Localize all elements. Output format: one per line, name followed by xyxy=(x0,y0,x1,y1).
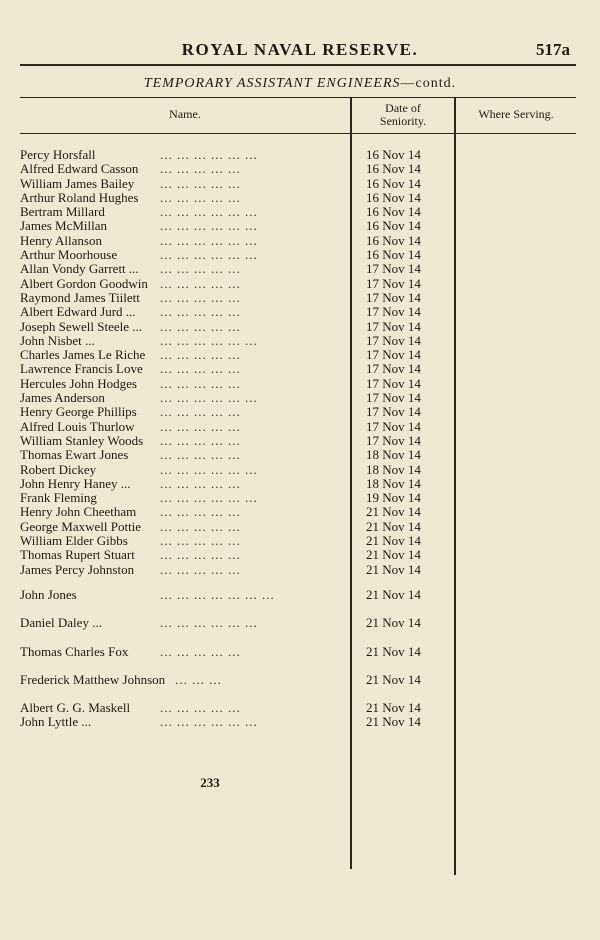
entry-seniority-date: 17 Nov 14 xyxy=(366,361,421,377)
entry-seniority-date: 21 Nov 14 xyxy=(366,547,421,563)
leader-dots: ... ... ... ... ... ... xyxy=(160,715,258,730)
entry-seniority-date: 21 Nov 14 xyxy=(366,714,421,730)
entry-seniority-date: 17 Nov 14 xyxy=(366,289,421,305)
entry-name: Frederick Matthew Johnson xyxy=(20,672,166,688)
leader-dots: ... ... ... ... ... xyxy=(160,190,241,205)
leader-dots: ... ... ... ... ... xyxy=(160,276,241,291)
leader-dots: ... ... ... xyxy=(175,672,222,688)
entry-name: John Lyttle ... xyxy=(20,714,92,730)
entry-name: Charles James Le Riche xyxy=(20,347,146,363)
leader-dots: ... ... ... ... ... xyxy=(160,305,241,320)
table-row xyxy=(20,334,450,348)
table-row xyxy=(20,277,450,291)
column-header-date xyxy=(352,102,454,128)
leader-dots: ... ... ... ... ... xyxy=(160,419,241,434)
entry-seniority-date: 17 Nov 14 xyxy=(366,275,421,291)
leader-dots: ... ... ... ... ... xyxy=(160,376,241,391)
leader-dots: ... ... ... ... ... xyxy=(160,262,241,277)
table-row xyxy=(20,581,450,610)
entry-seniority-date: 16 Nov 14 xyxy=(366,218,421,234)
entry-name: John Henry Haney ... xyxy=(20,475,131,491)
leader-dots: ... ... ... ... ... ... xyxy=(160,219,258,234)
entry-name: Robert Dickey xyxy=(20,461,97,477)
table-row xyxy=(20,377,450,391)
leader-dots: ... ... ... ... ... ... xyxy=(160,462,258,477)
leader-dots: ... ... ... ... ... xyxy=(160,505,241,520)
table-row xyxy=(20,534,450,548)
leader-dots: ... ... ... ... ... xyxy=(160,534,241,549)
leader-dots: ... ... ... ... ... ... xyxy=(160,391,258,406)
column-header-date-line1: Date of xyxy=(385,101,421,115)
entries-list xyxy=(20,148,450,730)
table-row xyxy=(20,219,450,233)
entry-name: Bertram Millard xyxy=(20,204,105,220)
leader-dots: ... ... ... ... ... xyxy=(160,176,241,191)
entry-seniority-date: 21 Nov 14 xyxy=(366,518,421,534)
entry-seniority-date: 21 Nov 14 xyxy=(366,533,421,549)
entry-seniority-date: 18 Nov 14 xyxy=(366,461,421,477)
table-row xyxy=(20,177,450,191)
column-header-name: Name. xyxy=(169,107,201,121)
leader-dots: ... ... ... ... ... xyxy=(160,433,241,448)
table-row xyxy=(20,520,450,534)
entry-seniority-date: 17 Nov 14 xyxy=(366,390,421,406)
leader-dots: ... ... ... ... ... ... xyxy=(160,205,258,220)
entry-seniority-date: 21 Nov 14 xyxy=(366,504,421,520)
entry-name: Thomas Ewart Jones xyxy=(20,447,129,463)
entry-name: Albert G. G. Maskell xyxy=(20,699,131,715)
entry-name: Allan Vondy Garrett ... xyxy=(20,261,139,277)
entry-name: Thomas Charles Fox xyxy=(20,643,129,659)
table-row xyxy=(20,348,450,362)
entry-name: Arthur Moorhouse xyxy=(20,247,118,263)
entry-name: Lawrence Francis Love xyxy=(20,361,143,377)
leader-dots: ... ... ... ... ... ... xyxy=(160,148,258,162)
entry-name: William Stanley Woods xyxy=(20,432,144,448)
leader-dots: ... ... ... ... ... xyxy=(160,405,241,420)
entry-seniority-date: 17 Nov 14 xyxy=(366,404,421,420)
entry-name: Henry John Cheetham xyxy=(20,504,137,520)
table-row xyxy=(20,191,450,205)
table-row xyxy=(20,548,450,562)
leader-dots: ... ... ... ... ... ... xyxy=(160,491,258,506)
leader-dots: ... ... ... ... ... xyxy=(160,643,241,659)
leader-dots: ... ... ... ... ... xyxy=(160,162,241,177)
entry-name: Daniel Daley ... xyxy=(20,615,102,631)
table-row xyxy=(20,701,450,715)
table-row xyxy=(20,638,450,667)
table-row xyxy=(20,715,450,729)
leader-dots: ... ... ... ... ... ... xyxy=(160,333,258,348)
table-row xyxy=(20,505,450,519)
table-row xyxy=(20,491,450,505)
entry-seniority-date: 17 Nov 14 xyxy=(366,318,421,334)
entry-seniority-date: 16 Nov 14 xyxy=(366,147,421,162)
entry-name: Raymond James Tiilett xyxy=(20,289,140,305)
leader-dots: ... ... ... ... ... ... xyxy=(160,615,258,631)
table-header-bottom-rule xyxy=(20,133,576,134)
entry-seniority-date: 16 Nov 14 xyxy=(366,232,421,248)
entry-seniority-date: 17 Nov 14 xyxy=(366,332,421,348)
page-header-title: ROYAL NAVAL RESERVE. xyxy=(181,40,419,59)
leader-dots: ... ... ... ... ... ... xyxy=(160,233,258,248)
table-row xyxy=(20,434,450,448)
folio-number: 233 xyxy=(200,775,220,790)
entry-name: Percy Horsfall xyxy=(20,147,96,162)
entry-seniority-date: 16 Nov 14 xyxy=(366,189,421,205)
column-divider-right xyxy=(454,97,456,875)
table-row xyxy=(20,305,450,319)
entry-seniority-date: 16 Nov 14 xyxy=(366,175,421,191)
table-row xyxy=(20,666,450,695)
entry-name: Frank Fleming xyxy=(20,490,97,506)
section-subtitle xyxy=(0,76,600,92)
table-row xyxy=(20,362,450,376)
entry-seniority-date: 16 Nov 14 xyxy=(366,204,421,220)
header-rule xyxy=(20,64,576,66)
page-number: 517a xyxy=(536,40,570,59)
column-header-serving: Where Serving. xyxy=(478,107,554,121)
entry-seniority-date: 17 Nov 14 xyxy=(366,375,421,391)
table-row xyxy=(20,563,450,577)
table-row xyxy=(20,205,450,219)
table-row xyxy=(20,262,450,276)
entry-seniority-date: 21 Nov 14 xyxy=(366,615,421,631)
entry-seniority-date: 17 Nov 14 xyxy=(366,432,421,448)
leader-dots: ... ... ... ... ... ... xyxy=(160,248,258,263)
table-row xyxy=(20,391,450,405)
subtitle-italic: TEMPORARY ASSISTANT ENGINEERS xyxy=(143,76,401,91)
entry-seniority-date: 18 Nov 14 xyxy=(366,475,421,491)
entry-seniority-date: 21 Nov 14 xyxy=(366,561,421,577)
table-row xyxy=(20,448,450,462)
entry-name: John Jones xyxy=(20,586,77,602)
entry-seniority-date: 18 Nov 14 xyxy=(366,447,421,463)
table-top-rule xyxy=(20,97,576,98)
subtitle-suffix: —contd. xyxy=(400,76,457,91)
entry-seniority-date: 21 Nov 14 xyxy=(366,586,421,602)
leader-dots: ... ... ... ... ... xyxy=(160,548,241,563)
entry-seniority-date: 16 Nov 14 xyxy=(366,247,421,263)
leader-dots: ... ... ... ... ... ... ... xyxy=(160,586,275,602)
leader-dots: ... ... ... ... ... xyxy=(160,362,241,377)
entry-seniority-date: 17 Nov 14 xyxy=(366,261,421,277)
entry-name: Joseph Sewell Steele ... xyxy=(20,318,143,334)
entry-name: Thomas Rupert Stuart xyxy=(20,547,135,563)
table-row xyxy=(20,148,450,162)
column-header-date-line2: Seniority. xyxy=(379,114,427,128)
entry-seniority-date: 17 Nov 14 xyxy=(366,418,421,434)
table-row xyxy=(20,162,450,176)
leader-dots: ... ... ... ... ... xyxy=(160,290,241,305)
leader-dots: ... ... ... ... ... xyxy=(160,700,241,715)
entry-name: Arthur Roland Hughes xyxy=(20,189,139,205)
entry-name: Alfred Louis Thurlow xyxy=(20,418,135,434)
entry-name: Hercules John Hodges xyxy=(20,375,137,391)
table-row xyxy=(20,320,450,334)
table-row xyxy=(20,291,450,305)
entry-seniority-date: 21 Nov 14 xyxy=(366,643,421,659)
table-row xyxy=(20,420,450,434)
entry-seniority-date: 17 Nov 14 xyxy=(366,347,421,363)
table-row xyxy=(20,248,450,262)
entry-seniority-date: 21 Nov 14 xyxy=(366,699,421,715)
entry-seniority-date: 17 Nov 14 xyxy=(366,304,421,320)
entry-name: John Nisbet ... xyxy=(20,332,95,348)
leader-dots: ... ... ... ... ... xyxy=(160,519,241,534)
leader-dots: ... ... ... ... ... xyxy=(160,562,241,577)
entry-seniority-date: 19 Nov 14 xyxy=(366,490,421,506)
entry-name: James Anderson xyxy=(20,390,105,406)
table-row xyxy=(20,477,450,491)
leader-dots: ... ... ... ... ... xyxy=(160,448,241,463)
entry-name: Alfred Edward Casson xyxy=(20,161,139,177)
leader-dots: ... ... ... ... ... xyxy=(160,348,241,363)
entry-name: James Percy Johnston xyxy=(20,561,135,577)
entry-name: Albert Edward Jurd ... xyxy=(20,304,136,320)
entry-name: William Elder Gibbs xyxy=(20,533,128,549)
table-row xyxy=(20,405,450,419)
entry-name: Henry Allanson xyxy=(20,232,102,248)
leader-dots: ... ... ... ... ... xyxy=(160,476,241,491)
entry-name: James McMillan xyxy=(20,218,108,234)
leader-dots: ... ... ... ... ... xyxy=(160,319,241,334)
table-row xyxy=(20,234,450,248)
entry-name: William James Bailey xyxy=(20,175,135,191)
table-row xyxy=(20,463,450,477)
entry-name: Albert Gordon Goodwin xyxy=(20,275,148,291)
entry-name: George Maxwell Pottie xyxy=(20,518,142,534)
entry-seniority-date: 16 Nov 14 xyxy=(366,161,421,177)
table-row xyxy=(20,609,450,638)
entry-name: Henry George Phillips xyxy=(20,404,137,420)
entry-seniority-date: 21 Nov 14 xyxy=(366,672,421,688)
